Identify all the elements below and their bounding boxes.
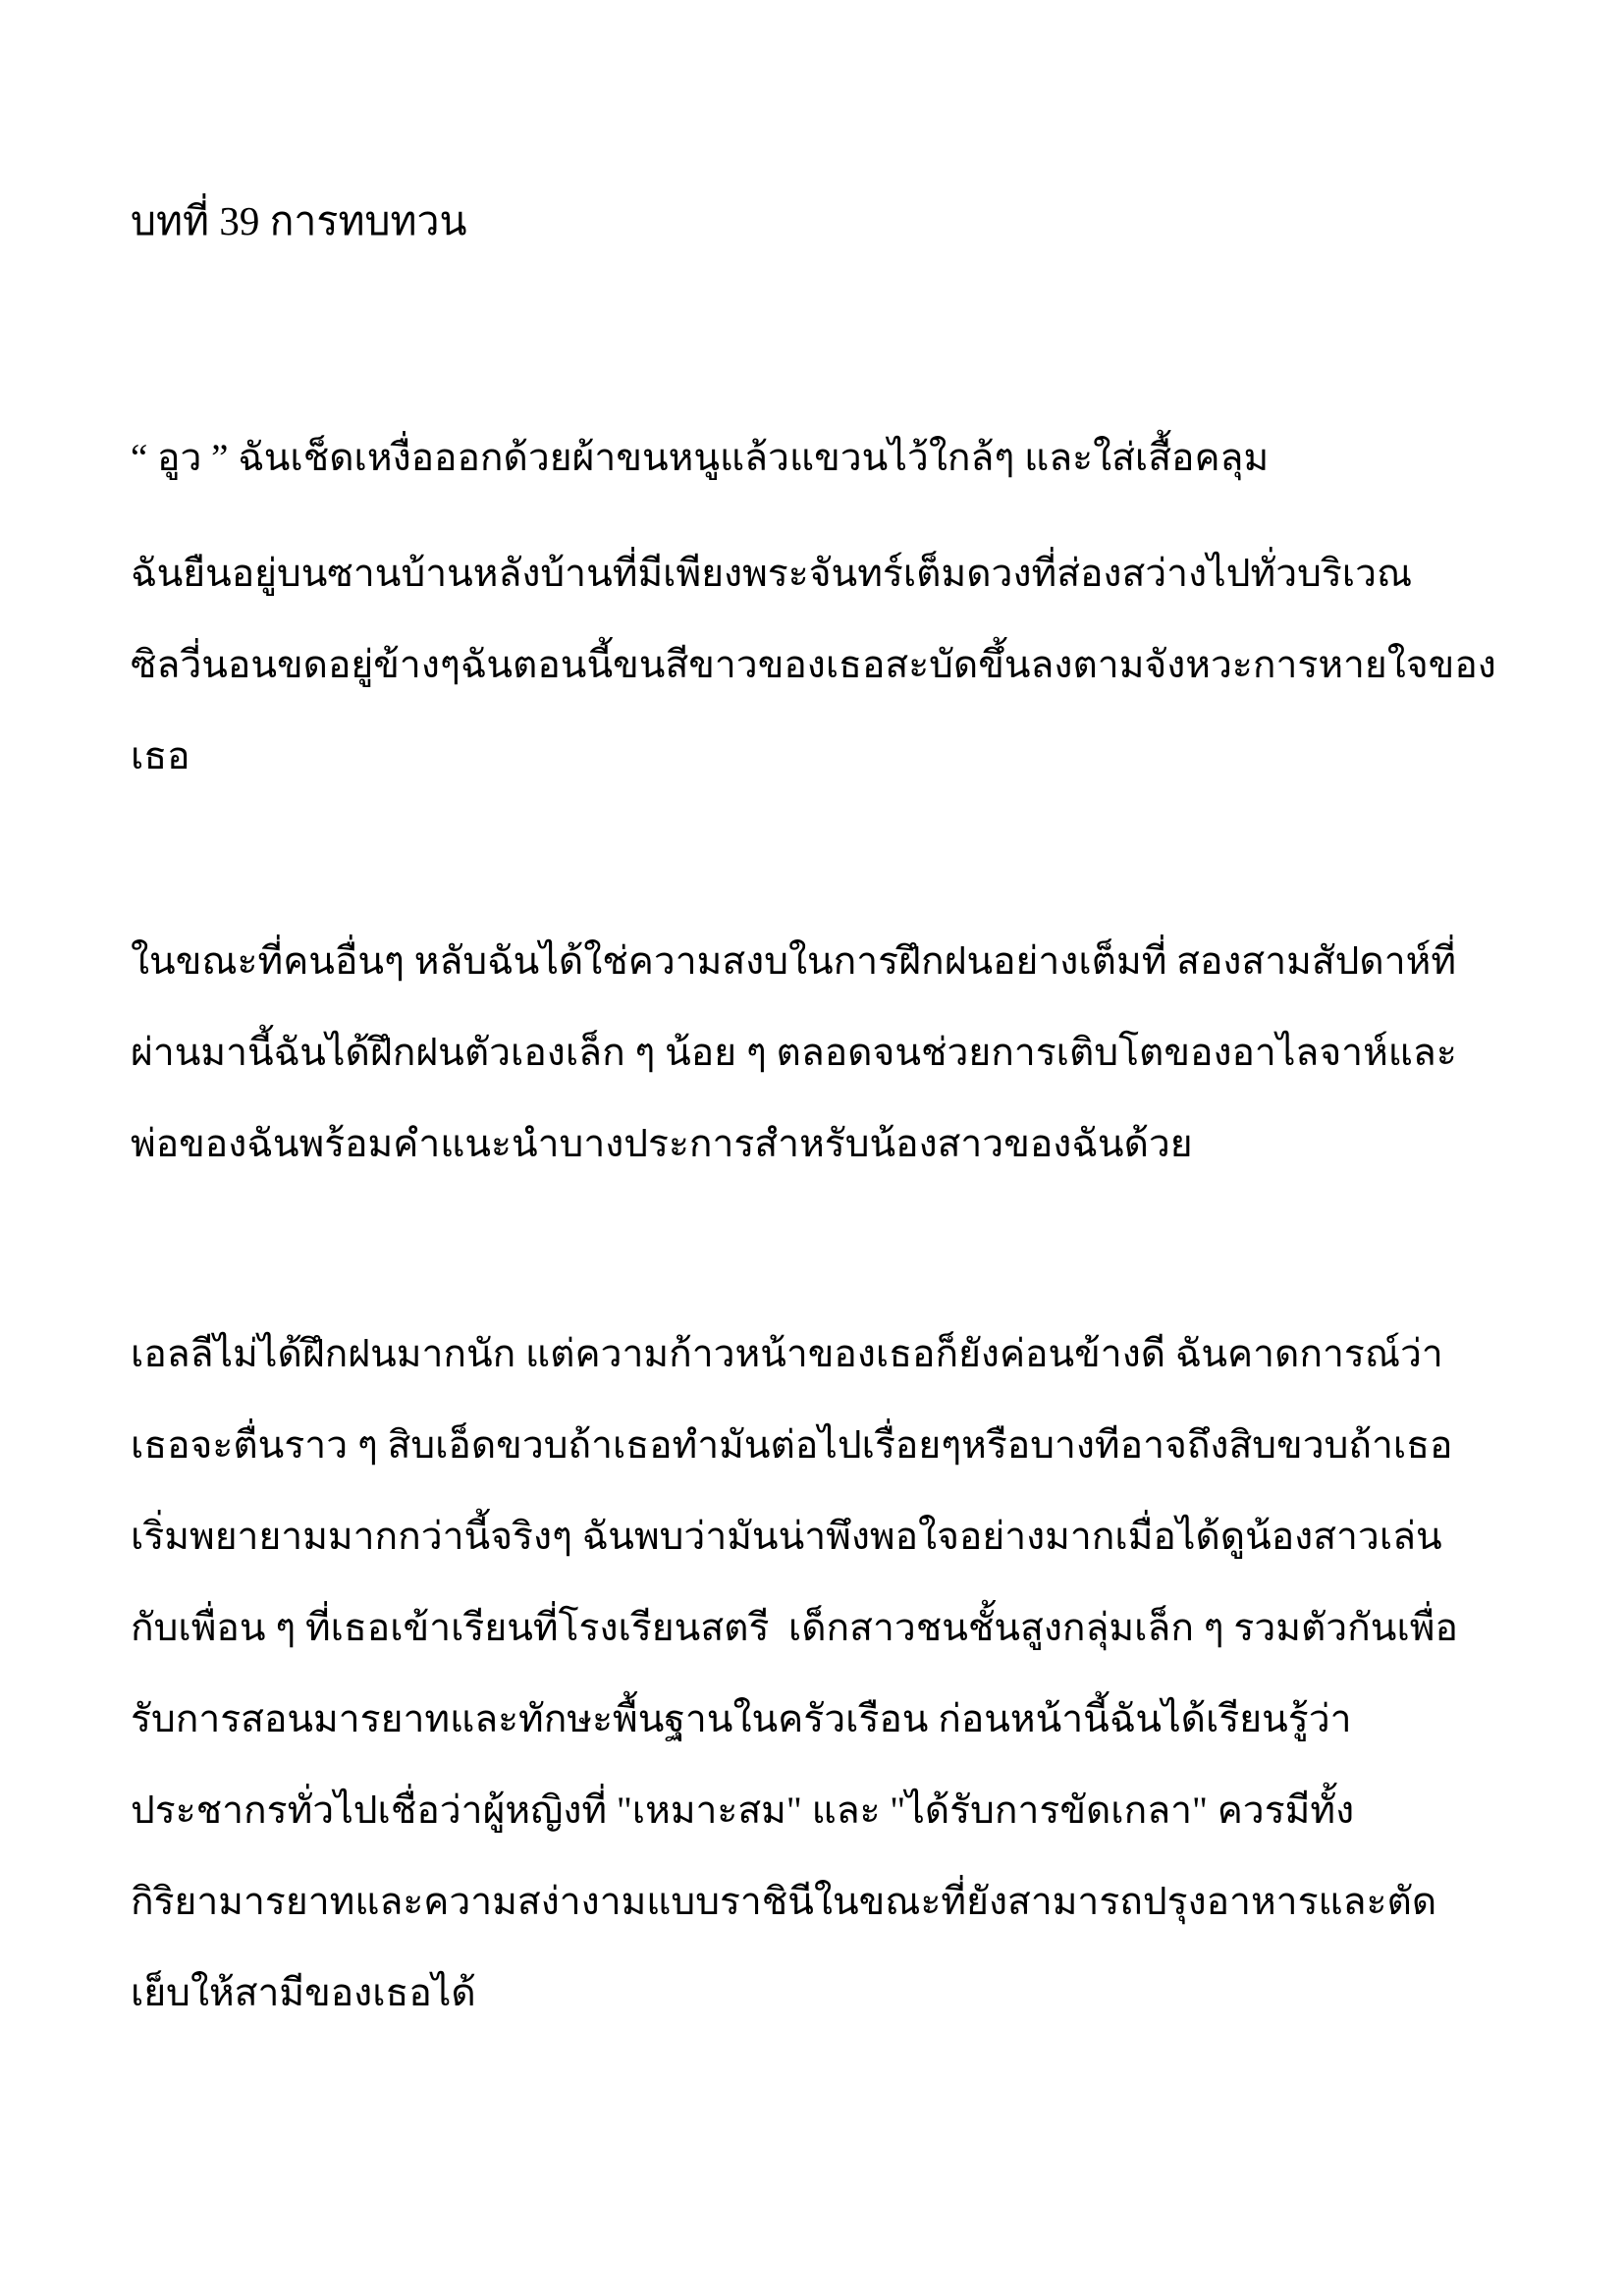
paragraph-4 (131, 1308, 1525, 2039)
text-line: ผ่านมานี้ฉันได้ฝึกฝนตัวเองเล็ก ๆ น้อย ๆ ตลอดจนช่วยการเติบโตของอาไลจาห์และ (131, 1032, 1457, 1074)
text-line: “ อูว ” ฉันเช็ดเหงื่อออกด้วยผ้าขนหนูแล้วแขวนไว้ใกล้ๆ และใส่เสื้อคลุม (131, 437, 1270, 479)
paragraph-2 (131, 528, 1525, 802)
text-line: ซิลวี่นอนขดอยู่ข้างๆฉันตอนนี้ขนสีขาวของเธอสะบัดขึ้นลงตามจังหวะการหายใจของ (131, 644, 1496, 686)
text-line: เริ่มพยายามมากกว่านี้จริงๆ ฉันพบว่ามันน่าพึงพอใจอย่างมากเมื่อได้ดูน้องสาวเล่น (131, 1516, 1442, 1558)
text-line: เอลลีไม่ได้ฝึกฝนมากนัก แต่ความก้าวหน้าของเธอก็ยังค่อนข้างดี ฉันคาดการณ์ว่า (131, 1333, 1443, 1375)
document-content (131, 187, 1525, 2039)
paragraph-3 (131, 916, 1525, 1190)
text-line: กิริยามารยาทและความสง่างามแบบราชินีในขณะที่ยังสามารถปรุงอาหารและตัด (131, 1881, 1437, 1923)
text-line: ฉันยืนอยู่บนซานบ้านหลังบ้านที่มีเพียงพระจันทร์เต็มดวงที่ส่องสว่างไปทั่วบริเวณ (131, 553, 1413, 595)
text-line: เธอจะตื่นราว ๆ สิบเอ็ดขวบถ้าเธอทำมันต่อไปเรื่อยๆหรือบางทีอาจถึงสิบขวบถ้าเธอ (131, 1424, 1453, 1467)
text-line: เธอ (131, 735, 190, 777)
text-line: เย็บให้สามีของเธอได้ (131, 1972, 476, 2014)
text-line: กับเพื่อน ๆ ที่เธอเข้าเรียนที่โรงเรียนสตรี เด็กสาวชนชั้นสูงกลุ่มเล็ก ๆ รวมตัวกันเพื่อ (131, 1607, 1458, 1649)
paragraph-1 (131, 412, 1525, 504)
chapter-title: บทที่ 39 การทบทวน (131, 198, 467, 243)
text-line: ประชากรทั่วไปเชื่อว่าผู้หญิงที่ "เหมาะสม" และ "ได้รับการขัดเกลา" ควรมีทั้ง (131, 1789, 1355, 1832)
text-line: ในขณะที่คนอื่นๆ หลับฉันได้ใช่ความสงบในการฝึกฝนอย่างเต็มที่ สองสามสัปดาห์ที่ (131, 940, 1457, 983)
text-line: พ่อของฉันพร้อมคำแนะนำบางประการสำหรับน้องสาวของฉันด้วย (131, 1123, 1193, 1165)
text-line: รับการสอนมารยาทและทักษะพื้นฐานในครัวเรือน ก่อนหน้านี้ฉันได้เรียนรู้ว่า (131, 1698, 1352, 1740)
